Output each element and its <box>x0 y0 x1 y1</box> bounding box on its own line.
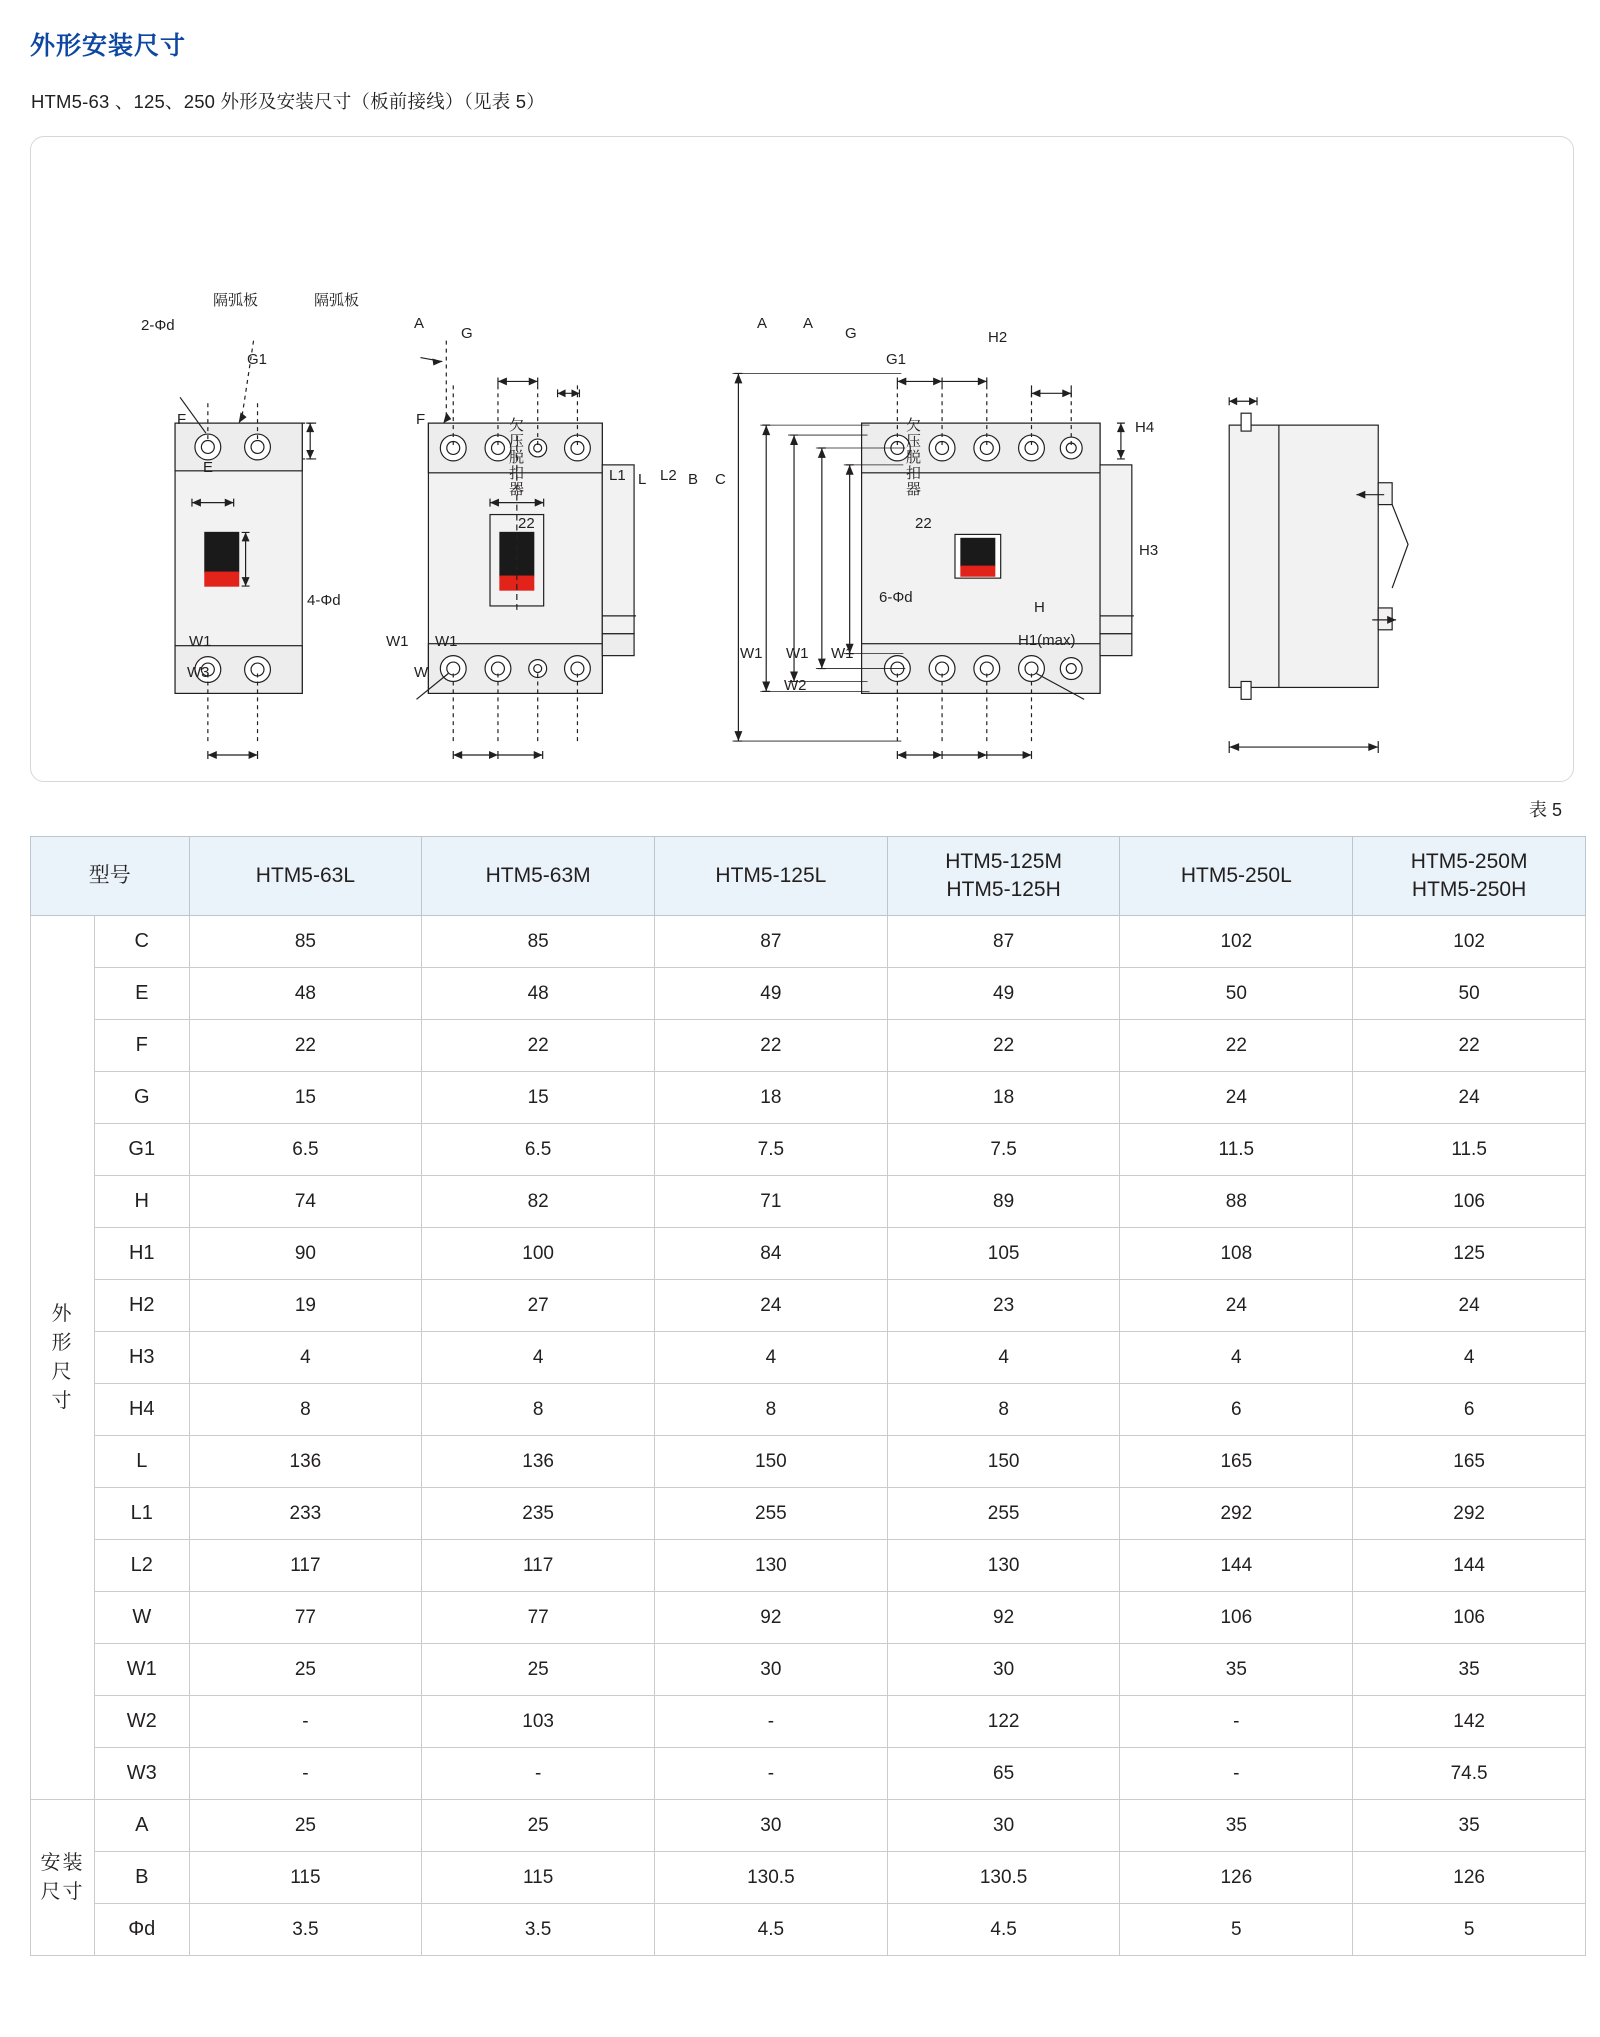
table-row <box>31 916 1586 968</box>
label-e-view1: E <box>203 459 214 476</box>
table-row <box>31 1748 1586 1800</box>
cell-value: 85 <box>189 916 422 968</box>
label-h1-max: H1(max) <box>1018 632 1076 649</box>
cell-value: 92 <box>887 1592 1120 1644</box>
cell-value: 49 <box>655 968 888 1020</box>
cell-value: 136 <box>422 1436 655 1488</box>
cell-value: 87 <box>655 916 888 968</box>
cell-value: 18 <box>887 1072 1120 1124</box>
cell-value: 74 <box>189 1176 422 1228</box>
cell-value: 4.5 <box>655 1904 888 1956</box>
cell-value: 115 <box>422 1852 655 1904</box>
header-col-2-line-0: HTM5-125L <box>715 864 827 888</box>
cell-value: 103 <box>422 1696 655 1748</box>
label-h4: H4 <box>1135 419 1155 436</box>
cell-value: 6 <box>1120 1384 1353 1436</box>
cell-value: 142 <box>1353 1696 1586 1748</box>
row-symbol: H2 <box>95 1280 190 1332</box>
label-w1-view2-b: W1 <box>435 633 458 650</box>
row-symbol: L1 <box>95 1488 190 1540</box>
cell-value: 35 <box>1353 1644 1586 1696</box>
cell-value: 48 <box>422 968 655 1020</box>
label-a-view3-b: A <box>803 315 814 332</box>
cell-value: 6.5 <box>422 1124 655 1176</box>
row-symbol: W3 <box>95 1748 190 1800</box>
label-w3-view1: W3 <box>187 664 210 681</box>
row-symbol: H3 <box>95 1332 190 1384</box>
cell-value: 126 <box>1353 1852 1586 1904</box>
label-w-view2: W <box>414 664 429 681</box>
cell-value: 15 <box>422 1072 655 1124</box>
table-head <box>31 837 1586 916</box>
cell-value: 150 <box>655 1436 888 1488</box>
row-symbol: C <box>95 916 190 968</box>
table-row <box>31 1540 1586 1592</box>
cell-value: 144 <box>1353 1540 1586 1592</box>
table-row <box>31 1228 1586 1280</box>
group0-label-line-3: 寸 <box>51 1389 74 1412</box>
table-row <box>31 1800 1586 1852</box>
cell-value: 22 <box>422 1020 655 1072</box>
label-g1-view3: G1 <box>886 351 907 368</box>
cell-value: 5 <box>1353 1904 1586 1956</box>
label-h: H <box>1034 599 1045 616</box>
row-symbol: H4 <box>95 1384 190 1436</box>
cell-value: 71 <box>655 1176 888 1228</box>
table-row <box>31 1072 1586 1124</box>
label-arc-plate-1: 隔弧板 <box>213 292 259 309</box>
cell-value: 24 <box>655 1280 888 1332</box>
table-row <box>31 968 1586 1020</box>
cell-value: 22 <box>1120 1020 1353 1072</box>
cell-value: 130 <box>655 1540 888 1592</box>
cell-value: 4 <box>1353 1332 1586 1384</box>
table-row <box>31 1124 1586 1176</box>
label-22-view2: 22 <box>518 515 535 532</box>
header-col-3 <box>887 837 1120 916</box>
table-row <box>31 1280 1586 1332</box>
row-symbol: H1 <box>95 1228 190 1280</box>
label-f-view2: F <box>416 411 426 428</box>
cell-value: 27 <box>422 1280 655 1332</box>
table-row <box>31 1852 1586 1904</box>
cell-value: 35 <box>1120 1644 1353 1696</box>
table-caption: 表 5 <box>1528 800 1562 820</box>
cell-value: 49 <box>887 968 1120 1020</box>
row-symbol: H <box>95 1176 190 1228</box>
table-row <box>31 1384 1586 1436</box>
table-row <box>31 1020 1586 1072</box>
cell-value: 48 <box>189 968 422 1020</box>
cell-value: 7.5 <box>887 1124 1120 1176</box>
header-col-1 <box>422 837 655 916</box>
cell-value: 136 <box>189 1436 422 1488</box>
cell-value: 102 <box>1353 916 1586 968</box>
label-a-view3-a: A <box>757 315 768 332</box>
cell-value: - <box>189 1748 422 1800</box>
cell-value: 11.5 <box>1353 1124 1586 1176</box>
cell-value: 125 <box>1353 1228 1586 1280</box>
cell-value: 87 <box>887 916 1120 968</box>
dimensions-table <box>30 836 1586 1956</box>
cell-value: - <box>422 1748 655 1800</box>
label-w1-view3-b: W1 <box>786 645 809 662</box>
header-col-5-line-1: HTM5-250H <box>1411 878 1527 901</box>
cell-value: 8 <box>655 1384 888 1436</box>
cell-value: 292 <box>1353 1488 1586 1540</box>
row-symbol: G <box>95 1072 190 1124</box>
label-w1-view1: W1 <box>189 633 212 650</box>
group-label-outline-dimensions <box>31 916 95 1800</box>
table-body <box>31 916 1586 1956</box>
cell-value: 25 <box>189 1644 422 1696</box>
cell-value: 235 <box>422 1488 655 1540</box>
cell-value: 6 <box>1353 1384 1586 1436</box>
cell-value: 255 <box>887 1488 1120 1540</box>
header-col-0-line-0: HTM5-63L <box>255 864 355 888</box>
cell-value: 24 <box>1120 1072 1353 1124</box>
header-col-3-line-0: HTM5-125M <box>945 850 1062 874</box>
cell-value: 85 <box>422 916 655 968</box>
cell-value: 4 <box>1120 1332 1353 1384</box>
cell-value: 25 <box>422 1800 655 1852</box>
cell-value: 24 <box>1120 1280 1353 1332</box>
cell-value: 18 <box>655 1072 888 1124</box>
header-col-4 <box>1120 837 1353 916</box>
header-model: 型号 <box>31 837 190 916</box>
row-symbol: G1 <box>95 1124 190 1176</box>
cell-value: - <box>189 1696 422 1748</box>
cell-value: 165 <box>1120 1436 1353 1488</box>
row-symbol: B <box>95 1852 190 1904</box>
label-g-view3: G <box>845 325 857 342</box>
group-label-mounting-dimensions <box>31 1800 95 1956</box>
cell-value: 82 <box>422 1176 655 1228</box>
cell-value: 30 <box>655 1644 888 1696</box>
table-header-row <box>31 837 1586 916</box>
cell-value: 77 <box>189 1592 422 1644</box>
header-col-1-line-0: HTM5-63M <box>485 864 591 888</box>
cell-value: 22 <box>1353 1020 1586 1072</box>
cell-value: 115 <box>189 1852 422 1904</box>
label-f-view1: F <box>177 411 187 428</box>
cell-value: 90 <box>189 1228 422 1280</box>
row-symbol: Φd <box>95 1904 190 1956</box>
cell-value: 106 <box>1353 1592 1586 1644</box>
label-2-phi-d: 2-Φd <box>141 317 175 334</box>
cell-value: 50 <box>1120 968 1353 1020</box>
cell-value: 11.5 <box>1120 1124 1353 1176</box>
cell-value: 292 <box>1120 1488 1353 1540</box>
cell-value: 22 <box>655 1020 888 1072</box>
label-w1-view2-a: W1 <box>386 633 409 650</box>
label-a-view2: A <box>414 315 425 332</box>
header-col-0 <box>189 837 422 916</box>
table-row <box>31 1436 1586 1488</box>
cell-value: 130.5 <box>887 1852 1120 1904</box>
cell-value: - <box>1120 1696 1353 1748</box>
page-subtitle: HTM5-63 、125、250 外形及安装尺寸（板前接线）（见表 5） <box>31 91 545 112</box>
group0-label-line-1: 形 <box>51 1331 74 1354</box>
row-symbol: L <box>95 1436 190 1488</box>
cell-value: 100 <box>422 1228 655 1280</box>
label-g1-view1: G1 <box>247 351 268 368</box>
cell-value: 24 <box>1353 1072 1586 1124</box>
table-row <box>31 1176 1586 1228</box>
row-symbol: W2 <box>95 1696 190 1748</box>
cell-value: 8 <box>887 1384 1120 1436</box>
label-w1-view3-c: W1 <box>831 645 854 662</box>
group0-label-line-2: 尺 <box>51 1360 74 1383</box>
cell-value: 117 <box>189 1540 422 1592</box>
cell-value: 30 <box>887 1800 1120 1852</box>
cell-value: 65 <box>887 1748 1120 1800</box>
cell-value: 8 <box>189 1384 422 1436</box>
cell-value: 22 <box>887 1020 1120 1072</box>
cell-value: 4 <box>655 1332 888 1384</box>
cell-value: 15 <box>189 1072 422 1124</box>
table-row <box>31 1332 1586 1384</box>
label-h3: H3 <box>1139 542 1159 559</box>
row-symbol: W1 <box>95 1644 190 1696</box>
cell-value: 77 <box>422 1592 655 1644</box>
cell-value: 19 <box>189 1280 422 1332</box>
row-symbol: F <box>95 1020 190 1072</box>
cell-value: - <box>655 1696 888 1748</box>
label-arc-plate-2: 隔弧板 <box>314 292 360 309</box>
cell-value: 130.5 <box>655 1852 888 1904</box>
cell-value: 25 <box>189 1800 422 1852</box>
cell-value: 105 <box>887 1228 1120 1280</box>
cell-value: 30 <box>887 1644 1120 1696</box>
cell-value: 25 <box>422 1644 655 1696</box>
page-title: 外形安装尺寸 <box>30 32 187 60</box>
cell-value: 6.5 <box>189 1124 422 1176</box>
group1-label-line-0: 安装 <box>40 1851 85 1874</box>
row-symbol: A <box>95 1800 190 1852</box>
label-l2: L2 <box>660 467 677 484</box>
cell-value: 122 <box>887 1696 1120 1748</box>
cell-value: 150 <box>887 1436 1120 1488</box>
cell-value: 108 <box>1120 1228 1353 1280</box>
cell-value: 4 <box>422 1332 655 1384</box>
cell-value: 23 <box>887 1280 1120 1332</box>
cell-value: 22 <box>189 1020 422 1072</box>
cell-value: 30 <box>655 1800 888 1852</box>
cell-value: 117 <box>422 1540 655 1592</box>
label-h2: H2 <box>988 329 1008 346</box>
cell-value: 50 <box>1353 968 1586 1020</box>
header-col-5 <box>1353 837 1586 916</box>
row-symbol: W <box>95 1592 190 1644</box>
header-col-5-line-0: HTM5-250M <box>1410 850 1528 874</box>
cell-value: 4.5 <box>887 1904 1120 1956</box>
cell-value: 88 <box>1120 1176 1353 1228</box>
label-undervoltage-release-2: 欠压脱扣器 <box>904 417 921 497</box>
header-col-4-line-0: HTM5-250L <box>1180 864 1292 888</box>
cell-value: 102 <box>1120 916 1353 968</box>
dimension-drawing-figure <box>30 136 1574 782</box>
cell-value: 144 <box>1120 1540 1353 1592</box>
label-4-phi-d: 4-Φd <box>307 592 341 609</box>
cell-value: 3.5 <box>422 1904 655 1956</box>
label-g-view2: G <box>461 325 473 342</box>
header-col-2 <box>655 837 888 916</box>
cell-value: 106 <box>1120 1592 1353 1644</box>
row-symbol: E <box>95 968 190 1020</box>
cell-value: 92 <box>655 1592 888 1644</box>
cell-value: 106 <box>1353 1176 1586 1228</box>
cell-value: 5 <box>1120 1904 1353 1956</box>
cell-value: - <box>655 1748 888 1800</box>
cell-value: 89 <box>887 1176 1120 1228</box>
label-w2-view3: W2 <box>784 677 807 694</box>
group1-label-line-1: 尺寸 <box>40 1880 85 1903</box>
table-row <box>31 1488 1586 1540</box>
cell-value: 84 <box>655 1228 888 1280</box>
cell-value: 255 <box>655 1488 888 1540</box>
label-l: L <box>638 471 647 488</box>
table-row <box>31 1644 1586 1696</box>
label-6-phi-d: 6-Φd <box>879 589 913 606</box>
row-symbol: L2 <box>95 1540 190 1592</box>
label-undervoltage-release-1: 欠压脱扣器 <box>507 417 524 497</box>
label-22-view3: 22 <box>915 515 932 532</box>
table-row <box>31 1904 1586 1956</box>
cell-value: 130 <box>887 1540 1120 1592</box>
label-c-dim: C <box>715 471 726 488</box>
cell-value: 35 <box>1120 1800 1353 1852</box>
table-row <box>31 1696 1586 1748</box>
cell-value: 233 <box>189 1488 422 1540</box>
cell-value: 3.5 <box>189 1904 422 1956</box>
cell-value: 4 <box>887 1332 1120 1384</box>
cell-value: - <box>1120 1748 1353 1800</box>
cell-value: 4 <box>189 1332 422 1384</box>
cell-value: 35 <box>1353 1800 1586 1852</box>
label-w1-view3-a: W1 <box>740 645 763 662</box>
cell-value: 126 <box>1120 1852 1353 1904</box>
table-row <box>31 1592 1586 1644</box>
label-b-dim: B <box>688 471 699 488</box>
cell-value: 24 <box>1353 1280 1586 1332</box>
cell-value: 7.5 <box>655 1124 888 1176</box>
cell-value: 74.5 <box>1353 1748 1586 1800</box>
label-l1: L1 <box>609 467 626 484</box>
cell-value: 165 <box>1353 1436 1586 1488</box>
header-col-3-line-1: HTM5-125H <box>946 878 1061 901</box>
cell-value: 8 <box>422 1384 655 1436</box>
group0-label-line-0: 外 <box>51 1302 74 1325</box>
